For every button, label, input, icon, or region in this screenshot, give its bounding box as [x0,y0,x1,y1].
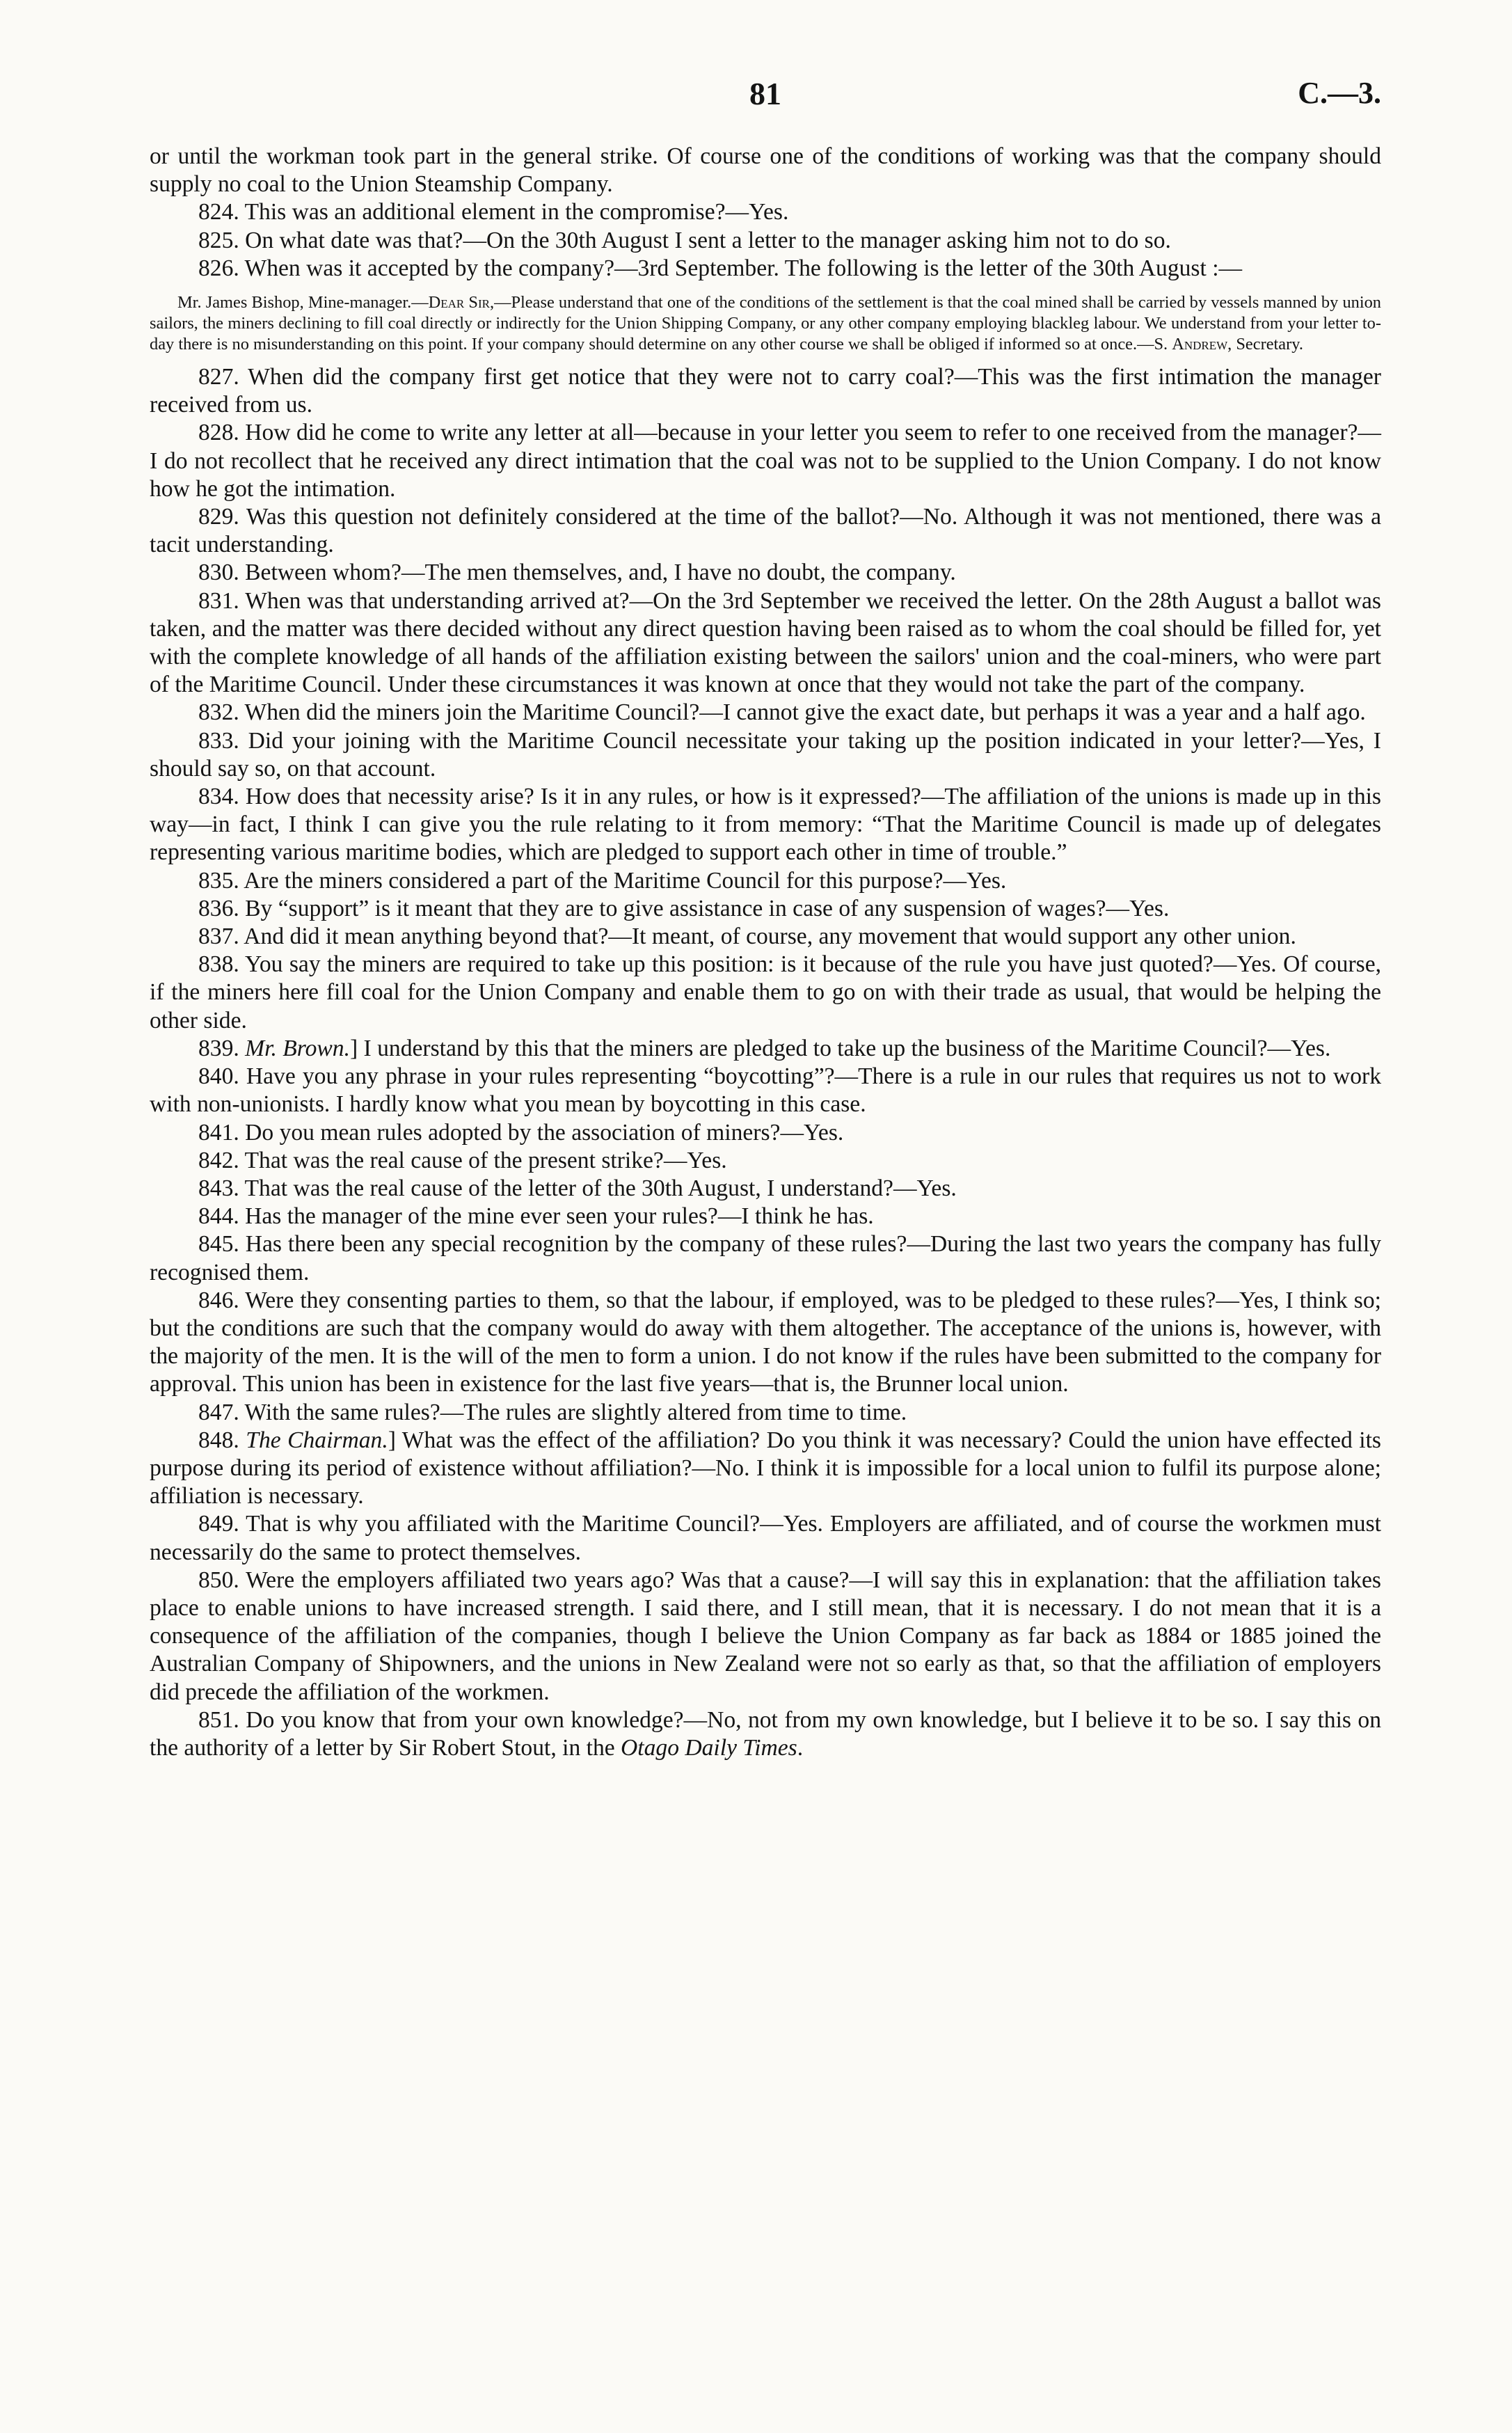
speaker-name: The Chairman. [246,1427,388,1453]
paragraph-835: 835. Are the miners considered a part of the Maritime Council for this purpose?—Yes. [198,867,1007,894]
document-code: C.—3. [1298,76,1381,110]
paragraph-848 [150,1427,1381,1511]
paragraph-840: 840. Have you any phrase in your rules representing “boycotting”?—There is a rule in our rules that requires us not to work with non-unionists. I hardly know what you mean by boycotting in this case. [150,1063,1381,1118]
letter-addressee: Mr. James Bishop, Mine-manager.— [177,293,429,312]
paragraph-836: 836. By “support” is it meant that they are to give assistance in case of any suspension of wages?—Yes. [198,895,1170,921]
page-number: 81 [749,76,781,111]
paragraph-832: 832. When did the miners join the Maritime Council?—I cannot give the exact date, but perhaps it was a year and a half ago. [198,699,1366,726]
question-number: 839. [198,1035,246,1061]
paragraph-831: 831. When was that understanding arrived at?—On the 3rd September we received the letter. On the 28th August a ballot was taken, and the matter was there decided without any direct question having been raised as to whom the coal should be filled for, yet with the complete knowledge of all hands of the affiliation existing between the sailors' union and the coal-miners, who were part of the Maritime Council. Under these circumstances it was known at once that they would not take the part of the company. [150,587,1381,698]
paragraph-834: 834. How does that necessity arise? Is it in any rules, or how is it expressed?—The affiliation of the unions is made up in this way—in fact, I think I can give you the rule relating to it from memory: “That the Maritime Council is made up of delegates representing various maritime bodies, which are pledged to support each other in time of trouble.” [150,784,1381,866]
paragraph-text: ] I understand by this that the miners are pledged to take up the business of the Maritime Council?—Yes. [349,1035,1331,1061]
quoted-letter [150,292,1381,355]
page-body [150,143,1381,1762]
paragraph-837: 837. And did it mean anything beyond that?—It meant, of course, any movement that would support any other union. [198,924,1296,950]
letter-salutation: Dear Sir [428,293,490,312]
paragraph-824: 824. This was an additional element in the compromise?—Yes. [198,199,789,225]
paragraph-end: . [797,1734,804,1761]
paragraph-843: 843. That was the real cause of the letter of the 30th August, I understand?—Yes. [198,1175,957,1201]
paragraph-833: 833. Did your joining with the Maritime Council necessitate your taking up the position indicated in your letter?—Yes, I should say so, on that account. [150,727,1381,782]
question-number: 848. [198,1427,246,1453]
paragraph-839 [150,1035,1381,1063]
paragraph-829: 829. Was this question not definitely considered at the time of the ballot?—No. Although it was not mentioned, there was a tacit understanding. [150,504,1381,558]
paragraph-825: 825. On what date was that?—On the 30th August I sent a letter to the manager asking him not to do so. [198,227,1171,253]
letter-body: ,—Please understand that one of the conditions of the settlement is that the coal mined shall be carried by vessels manned by union sailors, the miners declining to fill coal directly or indirectly for the Union Shipping Company, or any other company employing blackleg labour. We understand from your letter to-day there is no misunderstanding on this point. If your company should determine on any other course we shall be obliged if informed so at once.—S. [150,293,1381,354]
paragraph-851 [150,1706,1381,1762]
publication-title: Otago Daily Times [621,1734,797,1761]
letter-signatory: Andrew [1172,335,1228,354]
paragraph-830: 830. Between whom?—The men themselves, and, I have no doubt, the company. [198,560,956,586]
letter-closing: , Secretary. [1227,335,1303,354]
paragraph-849: 849. That is why you affiliated with the Maritime Council?—Yes. Employers are affiliated, and of course the workmen must necessarily do the same to protect themselves. [150,1511,1381,1565]
paragraph-continuation: or until the workman took part in the general strike. Of course one of the conditions of working was that the company should supply no coal to the Union Steamship Company. [150,143,1381,198]
speaker-name: Mr. Brown. [245,1035,350,1061]
paragraph-826: 826. When was it accepted by the company?—3rd September. The following is the letter of the 30th August :— [198,255,1243,281]
page-header [150,75,1381,117]
paragraph-827: 827. When did the company first get notice that they were not to carry coal?—This was the first intimation the manager received from us. [150,364,1381,418]
paragraph-844: 844. Has the manager of the mine ever seen your rules?—I think he has. [198,1203,874,1230]
paragraph-842: 842. That was the real cause of the present strike?—Yes. [198,1147,727,1173]
paragraph-846: 846. Were they consenting parties to them, so that the labour, if employed, was to be pledged to these rules?—Yes, I think so; but the conditions are such that the company would do away with them altogether. The acceptance of the unions is, however, with the majority of the men. It is the will of the men to form a union. I do not know if the rules have been submitted to the company for approval. This union has been in existence for the last five years—that is, the Brunner local union. [150,1287,1381,1397]
paragraph-847: 847. With the same rules?—The rules are slightly altered from time to time. [198,1399,907,1425]
paragraph-838: 838. You say the miners are required to take up this position: is it because of the rule you have just quoted?—Yes. Of course, if the miners here fill coal for the Union Company and enable them to go on with their trade as usual, that would be helping the other side. [150,951,1381,1033]
paragraph-850: 850. Were the employers affiliated two years ago? Was that a cause?—I will say this in explanation: that the affiliation takes place to enable unions to have increased strength. I said there, and I still mean, that it is necessary. I do not mean that it is a consequence of the affiliation of the companies, though I believe the Union Company as far back as 1884 or 1885 joined the Australian Company of Shipowners, and the unions in New Zealand were not so early as that, so that the affiliation of employers did precede the affiliation of the workmen. [150,1567,1381,1705]
paragraph-828: 828. How did he come to write any letter at all—because in your letter you seem to refer to one received from the manager?—I do not recollect that he received any direct intimation that the coal was not to be supplied to the Union Company. I do not know how he got the intimation. [150,420,1381,502]
paragraph-text: ] What was the effect of the affiliation? Do you think it was necessary? Could the union have effected its purpose during its period of existence without affiliation?—No. I think it is impossible for a local union to fulfil its purpose alone; affiliation is necessary. [150,1427,1381,1509]
paragraph-845: 845. Has there been any special recognition by the company of these rules?—During the last two years the company has fully recognised them. [150,1231,1381,1285]
paragraph-841: 841. Do you mean rules adopted by the association of miners?—Yes. [198,1119,844,1146]
paragraph-text: 851. Do you know that from your own knowledge?—No, not from my own knowledge, but I believe it to be so. I say this on the authority of a letter by Sir Robert Stout, in the [150,1706,1381,1761]
